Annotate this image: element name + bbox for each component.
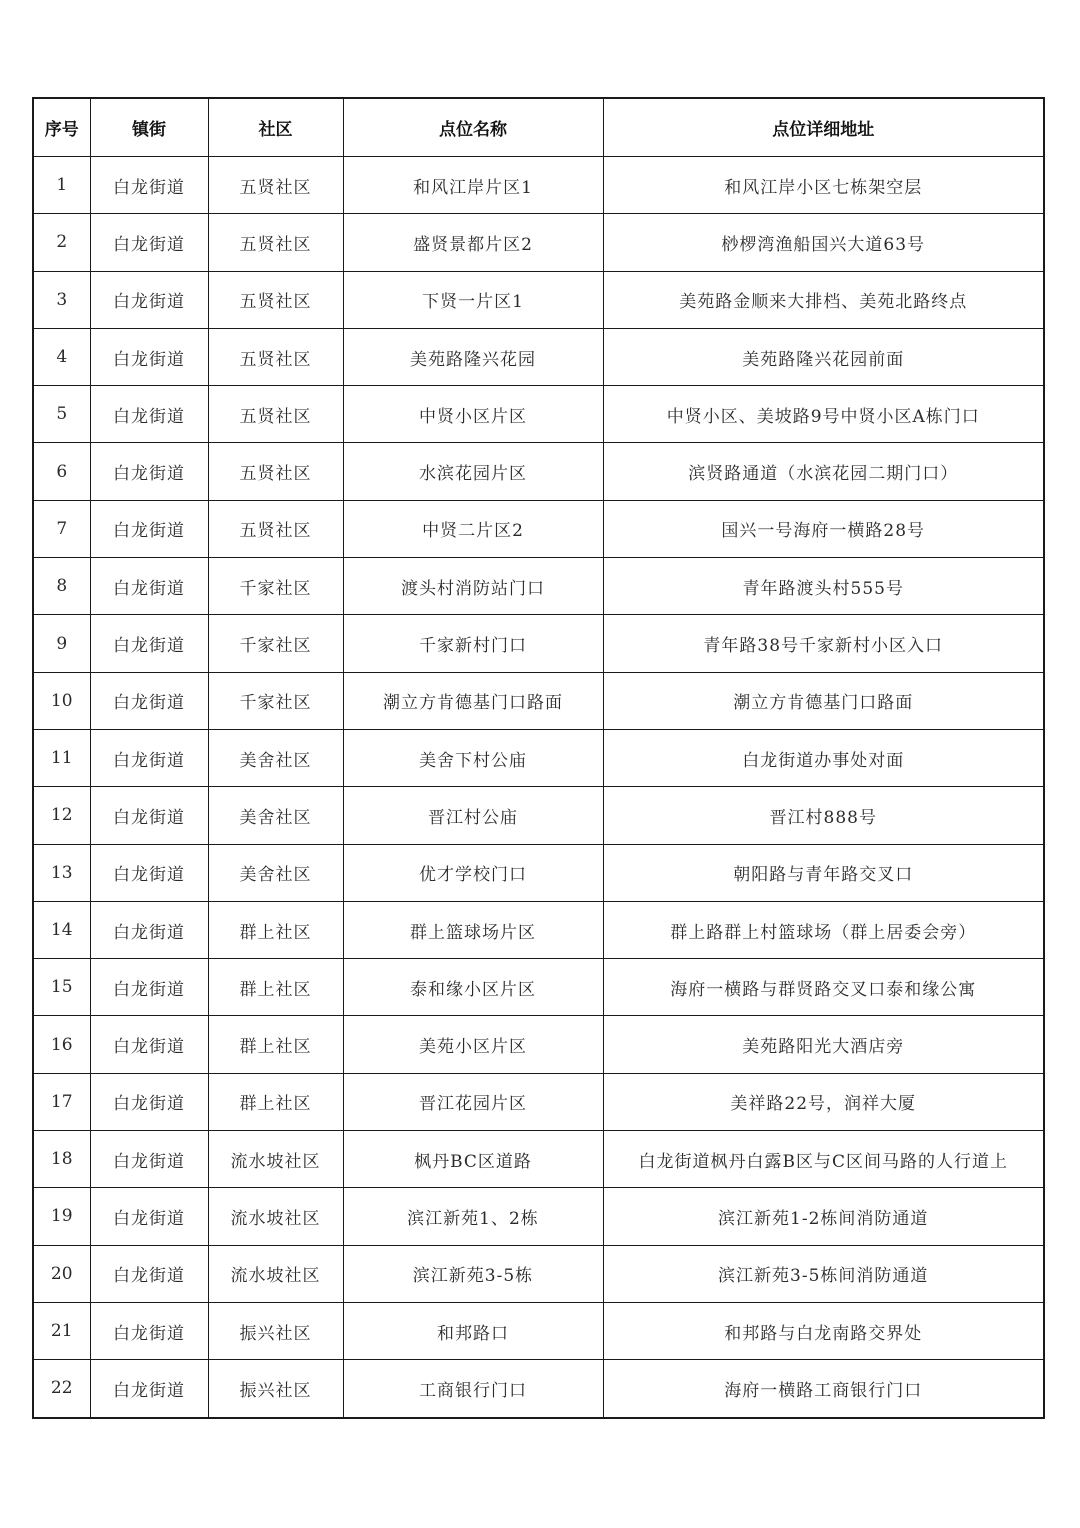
cell-community: 振兴社区 bbox=[208, 1302, 343, 1359]
cell-location-address: 中贤小区、美坡路9号中贤小区A栋门口 bbox=[603, 386, 1044, 443]
header-community: 社区 bbox=[208, 98, 343, 157]
cell-community: 五贤社区 bbox=[208, 271, 343, 328]
table-row bbox=[33, 615, 1044, 672]
cell-serial-number: 13 bbox=[33, 844, 90, 901]
cell-community: 五贤社区 bbox=[208, 443, 343, 500]
cell-serial-number: 16 bbox=[33, 1016, 90, 1073]
cell-town-street: 白龙街道 bbox=[90, 157, 208, 214]
cell-town-street: 白龙街道 bbox=[90, 558, 208, 615]
cell-location-name: 潮立方肯德基门口路面 bbox=[343, 672, 603, 729]
cell-community: 群上社区 bbox=[208, 959, 343, 1016]
cell-community: 美舍社区 bbox=[208, 844, 343, 901]
cell-location-name: 晋江村公庙 bbox=[343, 787, 603, 844]
cell-serial-number: 7 bbox=[33, 500, 90, 557]
cell-location-address: 海府一横路与群贤路交叉口泰和缘公寓 bbox=[603, 959, 1044, 1016]
cell-location-address: 青年路38号千家新村小区入口 bbox=[603, 615, 1044, 672]
cell-town-street: 白龙街道 bbox=[90, 844, 208, 901]
cell-location-address: 国兴一号海府一横路28号 bbox=[603, 500, 1044, 557]
cell-location-name: 滨江新苑3-5栋 bbox=[343, 1245, 603, 1302]
cell-town-street: 白龙街道 bbox=[90, 615, 208, 672]
cell-serial-number: 11 bbox=[33, 729, 90, 786]
table-row bbox=[33, 558, 1044, 615]
cell-serial-number: 17 bbox=[33, 1073, 90, 1130]
cell-location-name: 泰和缘小区片区 bbox=[343, 959, 603, 1016]
cell-serial-number: 15 bbox=[33, 959, 90, 1016]
table-header bbox=[33, 98, 1044, 157]
cell-serial-number: 12 bbox=[33, 787, 90, 844]
cell-serial-number: 2 bbox=[33, 214, 90, 271]
cell-town-street: 白龙街道 bbox=[90, 1245, 208, 1302]
cell-community: 群上社区 bbox=[208, 1016, 343, 1073]
header-location-address: 点位详细地址 bbox=[603, 98, 1044, 157]
cell-location-address: 海府一横路工商银行门口 bbox=[603, 1360, 1044, 1418]
cell-serial-number: 18 bbox=[33, 1131, 90, 1188]
cell-community: 美舍社区 bbox=[208, 787, 343, 844]
cell-community: 五贤社区 bbox=[208, 214, 343, 271]
cell-serial-number: 1 bbox=[33, 157, 90, 214]
cell-location-address: 滨贤路通道（水滨花园二期门口） bbox=[603, 443, 1044, 500]
table-row bbox=[33, 672, 1044, 729]
cell-location-address: 朝阳路与青年路交叉口 bbox=[603, 844, 1044, 901]
cell-location-name: 美苑路隆兴花园 bbox=[343, 328, 603, 385]
cell-town-street: 白龙街道 bbox=[90, 1360, 208, 1418]
cell-location-address: 美苑路阳光大酒店旁 bbox=[603, 1016, 1044, 1073]
cell-community: 五贤社区 bbox=[208, 500, 343, 557]
cell-community: 美舍社区 bbox=[208, 729, 343, 786]
cell-town-street: 白龙街道 bbox=[90, 443, 208, 500]
cell-town-street: 白龙街道 bbox=[90, 1073, 208, 1130]
cell-community: 群上社区 bbox=[208, 1073, 343, 1130]
cell-town-street: 白龙街道 bbox=[90, 328, 208, 385]
table-row bbox=[33, 844, 1044, 901]
cell-location-name: 和风江岸片区1 bbox=[343, 157, 603, 214]
cell-serial-number: 3 bbox=[33, 271, 90, 328]
cell-location-address: 滨江新苑3-5栋间消防通道 bbox=[603, 1245, 1044, 1302]
cell-serial-number: 6 bbox=[33, 443, 90, 500]
cell-location-address: 美苑路隆兴花园前面 bbox=[603, 328, 1044, 385]
cell-serial-number: 10 bbox=[33, 672, 90, 729]
cell-location-name: 中贤二片区2 bbox=[343, 500, 603, 557]
cell-location-address: 青年路渡头村555号 bbox=[603, 558, 1044, 615]
cell-town-street: 白龙街道 bbox=[90, 500, 208, 557]
cell-location-address: 潮立方肯德基门口路面 bbox=[603, 672, 1044, 729]
cell-community: 流水坡社区 bbox=[208, 1188, 343, 1245]
table-row bbox=[33, 157, 1044, 214]
table-row bbox=[33, 1131, 1044, 1188]
cell-town-street: 白龙街道 bbox=[90, 1188, 208, 1245]
table-body bbox=[33, 157, 1044, 1418]
cell-community: 五贤社区 bbox=[208, 328, 343, 385]
cell-community: 群上社区 bbox=[208, 901, 343, 958]
cell-town-street: 白龙街道 bbox=[90, 1302, 208, 1359]
cell-town-street: 白龙街道 bbox=[90, 386, 208, 443]
cell-location-address: 和风江岸小区七栋架空层 bbox=[603, 157, 1044, 214]
cell-location-name: 盛贤景都片区2 bbox=[343, 214, 603, 271]
cell-serial-number: 21 bbox=[33, 1302, 90, 1359]
cell-location-address: 桫椤湾渔船国兴大道63号 bbox=[603, 214, 1044, 271]
cell-location-name: 和邦路口 bbox=[343, 1302, 603, 1359]
table-row bbox=[33, 1016, 1044, 1073]
table-row bbox=[33, 443, 1044, 500]
table-row bbox=[33, 500, 1044, 557]
table-row bbox=[33, 1245, 1044, 1302]
cell-community: 流水坡社区 bbox=[208, 1245, 343, 1302]
cell-town-street: 白龙街道 bbox=[90, 787, 208, 844]
cell-community: 振兴社区 bbox=[208, 1360, 343, 1418]
cell-town-street: 白龙街道 bbox=[90, 959, 208, 1016]
header-town-street: 镇街 bbox=[90, 98, 208, 157]
cell-location-name: 晋江花园片区 bbox=[343, 1073, 603, 1130]
table-row bbox=[33, 328, 1044, 385]
cell-town-street: 白龙街道 bbox=[90, 901, 208, 958]
cell-location-name: 群上篮球场片区 bbox=[343, 901, 603, 958]
cell-location-address: 群上路群上村篮球场（群上居委会旁） bbox=[603, 901, 1044, 958]
cell-town-street: 白龙街道 bbox=[90, 729, 208, 786]
cell-community: 五贤社区 bbox=[208, 386, 343, 443]
table-row bbox=[33, 1073, 1044, 1130]
cell-community: 五贤社区 bbox=[208, 157, 343, 214]
cell-town-street: 白龙街道 bbox=[90, 271, 208, 328]
table-row bbox=[33, 1360, 1044, 1418]
cell-location-name: 滨江新苑1、2栋 bbox=[343, 1188, 603, 1245]
cell-location-name: 渡头村消防站门口 bbox=[343, 558, 603, 615]
header-location-name: 点位名称 bbox=[343, 98, 603, 157]
cell-location-address: 晋江村888号 bbox=[603, 787, 1044, 844]
cell-location-address: 白龙街道办事处对面 bbox=[603, 729, 1044, 786]
cell-town-street: 白龙街道 bbox=[90, 1016, 208, 1073]
cell-town-street: 白龙街道 bbox=[90, 672, 208, 729]
table-row bbox=[33, 959, 1044, 1016]
cell-location-name: 千家新村门口 bbox=[343, 615, 603, 672]
cell-town-street: 白龙街道 bbox=[90, 1131, 208, 1188]
cell-serial-number: 20 bbox=[33, 1245, 90, 1302]
table-row bbox=[33, 271, 1044, 328]
table-row bbox=[33, 214, 1044, 271]
cell-location-name: 水滨花园片区 bbox=[343, 443, 603, 500]
cell-serial-number: 22 bbox=[33, 1360, 90, 1418]
table-row bbox=[33, 1188, 1044, 1245]
table-row bbox=[33, 787, 1044, 844]
cell-community: 千家社区 bbox=[208, 615, 343, 672]
cell-location-address: 和邦路与白龙南路交界处 bbox=[603, 1302, 1044, 1359]
table-row bbox=[33, 729, 1044, 786]
cell-location-name: 优才学校门口 bbox=[343, 844, 603, 901]
cell-town-street: 白龙街道 bbox=[90, 214, 208, 271]
cell-location-name: 中贤小区片区 bbox=[343, 386, 603, 443]
cell-location-address: 美祥路22号，润祥大厦 bbox=[603, 1073, 1044, 1130]
cell-serial-number: 19 bbox=[33, 1188, 90, 1245]
cell-location-name: 下贤一片区1 bbox=[343, 271, 603, 328]
table-row bbox=[33, 386, 1044, 443]
locations-table bbox=[32, 97, 1045, 1419]
cell-location-name: 枫丹BC区道路 bbox=[343, 1131, 603, 1188]
table-row bbox=[33, 1302, 1044, 1359]
header-row bbox=[33, 98, 1044, 157]
cell-serial-number: 4 bbox=[33, 328, 90, 385]
cell-location-address: 美苑路金顺来大排档、美苑北路终点 bbox=[603, 271, 1044, 328]
cell-serial-number: 9 bbox=[33, 615, 90, 672]
cell-community: 千家社区 bbox=[208, 558, 343, 615]
header-serial-number: 序号 bbox=[33, 98, 90, 157]
cell-location-name: 工商银行门口 bbox=[343, 1360, 603, 1418]
cell-location-address: 白龙街道枫丹白露B区与C区间马路的人行道上 bbox=[603, 1131, 1044, 1188]
cell-location-name: 美舍下村公庙 bbox=[343, 729, 603, 786]
cell-serial-number: 5 bbox=[33, 386, 90, 443]
cell-community: 流水坡社区 bbox=[208, 1131, 343, 1188]
cell-serial-number: 8 bbox=[33, 558, 90, 615]
cell-community: 千家社区 bbox=[208, 672, 343, 729]
cell-serial-number: 14 bbox=[33, 901, 90, 958]
cell-location-name: 美苑小区片区 bbox=[343, 1016, 603, 1073]
table-row bbox=[33, 901, 1044, 958]
cell-location-address: 滨江新苑1-2栋间消防通道 bbox=[603, 1188, 1044, 1245]
